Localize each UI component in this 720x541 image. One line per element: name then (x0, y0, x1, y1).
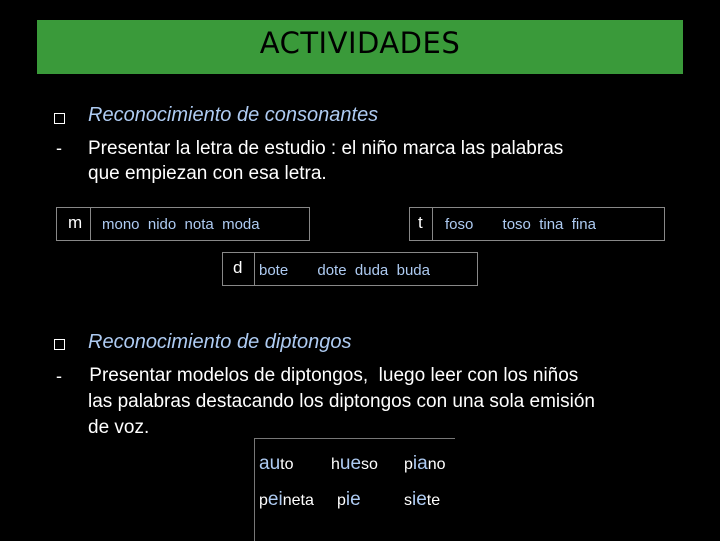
square-bullet-icon (54, 339, 65, 350)
diphthong-word: siete (404, 489, 441, 510)
instruction-line-1: Presentar modelos de diptongos, luego leer con los niños (84, 365, 579, 386)
box-divider (254, 253, 255, 285)
box-words: mono nido nota moda (102, 216, 260, 233)
dash-bullet: - (56, 366, 62, 386)
title-banner (37, 20, 683, 74)
box-letter: m (68, 213, 83, 232)
instruction-line-3: de voz. (88, 417, 150, 438)
word-box-d (222, 252, 478, 286)
dash-bullet: - (56, 138, 62, 158)
section-heading-consonants: Reconocimiento de consonantes (88, 104, 379, 126)
box-divider (90, 208, 91, 240)
diphthong-word: hueso (331, 453, 378, 474)
instruction-line-2: que empiezan con esa letra. (88, 163, 327, 184)
instruction-line-1: Presentar la letra de estudio : el niño marca las palabras (88, 138, 564, 159)
section-heading-diphthongs: Reconocimiento de diptongos (88, 331, 352, 353)
word-box-m (56, 207, 310, 241)
diphthong-word: piano (404, 453, 446, 474)
box-divider (432, 208, 433, 240)
diphthong-word: auto (259, 453, 294, 474)
box-letter: t (418, 213, 423, 232)
box-letter: d (233, 258, 243, 277)
page-title: ACTIVIDADES (259, 26, 461, 60)
box-words: bote dote duda buda (259, 262, 430, 279)
diphthong-word: peineta (259, 489, 314, 510)
instruction-line-2: las palabras destacando los diptongos con una sola emisión (88, 391, 595, 412)
square-bullet-icon (54, 113, 65, 124)
box-words: foso toso tina fina (445, 216, 596, 233)
word-box-t (409, 207, 665, 241)
diphthong-word: pie (337, 489, 361, 510)
